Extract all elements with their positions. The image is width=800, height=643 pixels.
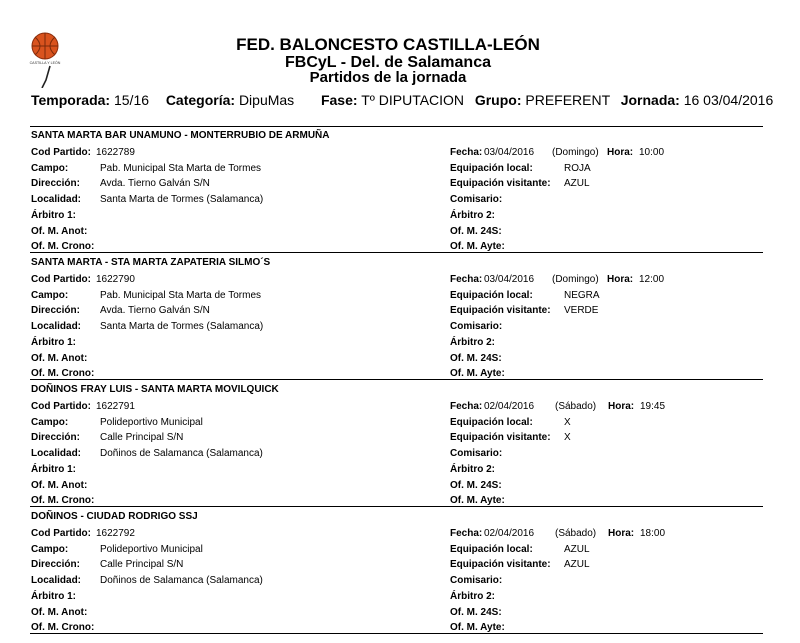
m24s-label: Of. M. 24S: bbox=[450, 606, 502, 618]
game-teams: DOÑINOS - CIUDAD RODRIGO SSJ bbox=[31, 511, 198, 522]
localidad-value: Santa Marta de Tormes (Salamanca) bbox=[100, 321, 264, 333]
dia-value: (Domingo) bbox=[552, 274, 599, 285]
local-value: NEGRA bbox=[564, 289, 600, 301]
direccion-value: Calle Principal S/N bbox=[100, 432, 184, 444]
grupo-label: Grupo: bbox=[474, 92, 522, 108]
jornada-label: Jornada: bbox=[620, 92, 680, 108]
visitante-value: AZUL bbox=[564, 559, 590, 571]
crono-label: Of. M. Crono: bbox=[31, 495, 95, 507]
row-direccion bbox=[31, 430, 763, 446]
cod-value: 1622792 bbox=[96, 528, 135, 539]
local-value: AZUL bbox=[564, 543, 590, 555]
direccion-label: Dirección: bbox=[31, 305, 80, 317]
ayte-label: Of. M. Ayte: bbox=[450, 622, 505, 634]
anot-label: Of. M. Anot: bbox=[31, 352, 88, 364]
localidad-label: Localidad: bbox=[31, 194, 82, 206]
visitante-label: Equipación visitante: bbox=[450, 432, 551, 444]
game-block bbox=[31, 507, 763, 634]
direccion-label: Dirección: bbox=[31, 559, 80, 571]
categoria-label: Categoría: bbox=[165, 92, 236, 108]
row-anot bbox=[31, 351, 763, 367]
local-value: ROJA bbox=[564, 162, 591, 174]
row-localidad bbox=[31, 573, 763, 589]
anot-label: Of. M. Anot: bbox=[31, 225, 88, 237]
ayte-label: Of. M. Ayte: bbox=[450, 368, 505, 380]
hora-label: Hora: bbox=[608, 401, 635, 412]
cod-label: Cod Partido: bbox=[31, 147, 91, 158]
row-campo bbox=[31, 542, 763, 558]
row-cod bbox=[31, 145, 763, 161]
fecha-label: Fecha: bbox=[450, 147, 483, 158]
localidad-value: Santa Marta de Tormes (Salamanca) bbox=[100, 194, 264, 206]
cod-label: Cod Partido: bbox=[31, 528, 91, 539]
row-cod bbox=[31, 399, 763, 415]
campo-value: Polideportivo Municipal bbox=[100, 543, 203, 555]
row-arbitros bbox=[31, 589, 763, 605]
visitante-value: VERDE bbox=[564, 305, 599, 317]
crono-label: Of. M. Crono: bbox=[31, 622, 95, 634]
row-anot bbox=[31, 224, 763, 240]
ayte-label: Of. M. Ayte: bbox=[450, 241, 505, 253]
campo-label: Campo: bbox=[31, 162, 69, 174]
visitante-value: AZUL bbox=[564, 178, 590, 190]
local-value: X bbox=[564, 416, 571, 428]
direccion-label: Dirección: bbox=[31, 432, 80, 444]
temporada-label: Temporada: bbox=[31, 92, 111, 108]
row-campo bbox=[31, 288, 763, 304]
fecha-label: Fecha: bbox=[450, 274, 483, 285]
localidad-label: Localidad: bbox=[31, 448, 82, 460]
anot-label: Of. M. Anot: bbox=[31, 479, 88, 491]
cod-value: 1622790 bbox=[96, 274, 135, 285]
arbitro1-label: Árbitro 1: bbox=[31, 336, 76, 348]
visitante-label: Equipación visitante: bbox=[450, 305, 551, 317]
arbitro2-label: Árbitro 2: bbox=[450, 590, 495, 602]
comisario-label: Comisario: bbox=[450, 575, 503, 587]
document-title: Partidos de la jornada bbox=[309, 69, 467, 86]
m24s-label: Of. M. 24S: bbox=[450, 479, 502, 491]
row-localidad bbox=[31, 319, 763, 335]
comisario-label: Comisario: bbox=[450, 321, 503, 333]
grupo-value: PREFERENT bbox=[525, 92, 610, 108]
direccion-label: Dirección: bbox=[31, 178, 80, 190]
crono-label: Of. M. Crono: bbox=[31, 368, 95, 380]
delegation-title: FBCyL - Del. de Salamanca bbox=[285, 54, 491, 71]
game-block bbox=[31, 253, 763, 380]
visitante-value: X bbox=[564, 432, 571, 444]
fecha-value: 02/04/2016 bbox=[484, 528, 535, 539]
hora-label: Hora: bbox=[607, 147, 634, 158]
visitante-label: Equipación visitante: bbox=[450, 559, 551, 571]
game-teams: DOÑINOS FRAY LUIS - SANTA MARTA MOVILQUICK bbox=[31, 384, 279, 395]
arbitro1-label: Árbitro 1: bbox=[31, 463, 76, 475]
hora-label: Hora: bbox=[607, 274, 634, 285]
arbitro2-label: Árbitro 2: bbox=[450, 336, 495, 348]
direccion-value: Calle Principal S/N bbox=[100, 559, 184, 571]
row-arbitros bbox=[31, 335, 763, 351]
row-direccion bbox=[31, 303, 763, 319]
arbitro2-label: Árbitro 2: bbox=[450, 463, 495, 475]
cod-value: 1622791 bbox=[96, 401, 135, 412]
localidad-label: Localidad: bbox=[31, 321, 82, 333]
campo-label: Campo: bbox=[31, 543, 69, 555]
dia-value: (Sábado) bbox=[555, 401, 597, 412]
meta-line bbox=[31, 92, 773, 108]
crono-label: Of. M. Crono: bbox=[31, 241, 95, 253]
localidad-value: Doñinos de Salamanca (Salamanca) bbox=[100, 575, 263, 587]
row-cod bbox=[31, 272, 763, 288]
comisario-label: Comisario: bbox=[450, 448, 503, 460]
hora-value: 18:00 bbox=[640, 528, 666, 539]
logo-text: CASTILLA Y LEÓN bbox=[29, 61, 61, 65]
row-arbitros bbox=[31, 208, 763, 224]
game-teams: SANTA MARTA - STA MARTA ZAPATERIA SILMO´S bbox=[31, 257, 271, 268]
direccion-value: Avda. Tierno Galván S/N bbox=[100, 178, 210, 190]
jornada-value: 16 03/04/2016 bbox=[683, 92, 774, 108]
local-label: Equipación local: bbox=[450, 416, 533, 428]
row-localidad bbox=[31, 192, 763, 208]
org-title: FED. BALONCESTO CASTILLA-LEÓN bbox=[236, 35, 540, 54]
arbitro2-label: Árbitro 2: bbox=[450, 209, 495, 221]
fecha-label: Fecha: bbox=[450, 401, 483, 412]
campo-value: Pab. Municipal Sta Marta de Tormes bbox=[100, 289, 262, 301]
dia-value: (Sábado) bbox=[555, 528, 597, 539]
row-cod bbox=[31, 526, 763, 542]
game-teams: SANTA MARTA BAR UNAMUNO - MONTERRUBIO DE ARMUÑA bbox=[31, 130, 330, 141]
localidad-value: Doñinos de Salamanca (Salamanca) bbox=[100, 448, 263, 460]
local-label: Equipación local: bbox=[450, 289, 533, 301]
hora-label: Hora: bbox=[608, 528, 635, 539]
fase-label: Fase: bbox=[320, 92, 358, 108]
row-campo bbox=[31, 161, 763, 177]
hora-value: 19:45 bbox=[640, 401, 666, 412]
arbitro1-label: Árbitro 1: bbox=[31, 590, 76, 602]
games-list bbox=[31, 126, 763, 634]
row-anot bbox=[31, 478, 763, 494]
fecha-value: 03/04/2016 bbox=[484, 147, 535, 158]
fecha-value: 02/04/2016 bbox=[484, 401, 535, 412]
fecha-label: Fecha: bbox=[450, 528, 483, 539]
row-arbitros bbox=[31, 462, 763, 478]
localidad-label: Localidad: bbox=[31, 575, 82, 587]
categoria-value: DipuMas bbox=[238, 92, 295, 108]
direccion-value: Avda. Tierno Galván S/N bbox=[100, 305, 210, 317]
local-label: Equipación local: bbox=[450, 543, 533, 555]
row-campo bbox=[31, 415, 763, 431]
anot-label: Of. M. Anot: bbox=[31, 606, 88, 618]
arbitro1-label: Árbitro 1: bbox=[31, 209, 76, 221]
ayte-label: Of. M. Ayte: bbox=[450, 495, 505, 507]
temporada-value: 15/16 bbox=[113, 92, 150, 108]
hora-value: 10:00 bbox=[639, 147, 665, 158]
cod-value: 1622789 bbox=[96, 147, 135, 158]
campo-label: Campo: bbox=[31, 289, 69, 301]
row-localidad bbox=[31, 446, 763, 462]
comisario-label: Comisario: bbox=[450, 194, 503, 206]
dia-value: (Domingo) bbox=[552, 147, 599, 158]
row-anot bbox=[31, 605, 763, 621]
m24s-label: Of. M. 24S: bbox=[450, 225, 502, 237]
m24s-label: Of. M. 24S: bbox=[450, 352, 502, 364]
campo-label: Campo: bbox=[31, 416, 69, 428]
fase-value: Tº DIPUTACION bbox=[361, 92, 465, 108]
campo-value: Polideportivo Municipal bbox=[100, 416, 203, 428]
cod-label: Cod Partido: bbox=[31, 274, 91, 285]
game-block bbox=[31, 126, 763, 253]
hora-value: 12:00 bbox=[639, 274, 665, 285]
row-direccion bbox=[31, 176, 763, 192]
row-direccion bbox=[31, 557, 763, 573]
local-label: Equipación local: bbox=[450, 162, 533, 174]
divider bbox=[30, 633, 763, 634]
game-block bbox=[31, 380, 763, 507]
visitante-label: Equipación visitante: bbox=[450, 178, 551, 190]
cod-label: Cod Partido: bbox=[31, 401, 91, 412]
fecha-value: 03/04/2016 bbox=[484, 274, 535, 285]
campo-value: Pab. Municipal Sta Marta de Tormes bbox=[100, 162, 262, 174]
